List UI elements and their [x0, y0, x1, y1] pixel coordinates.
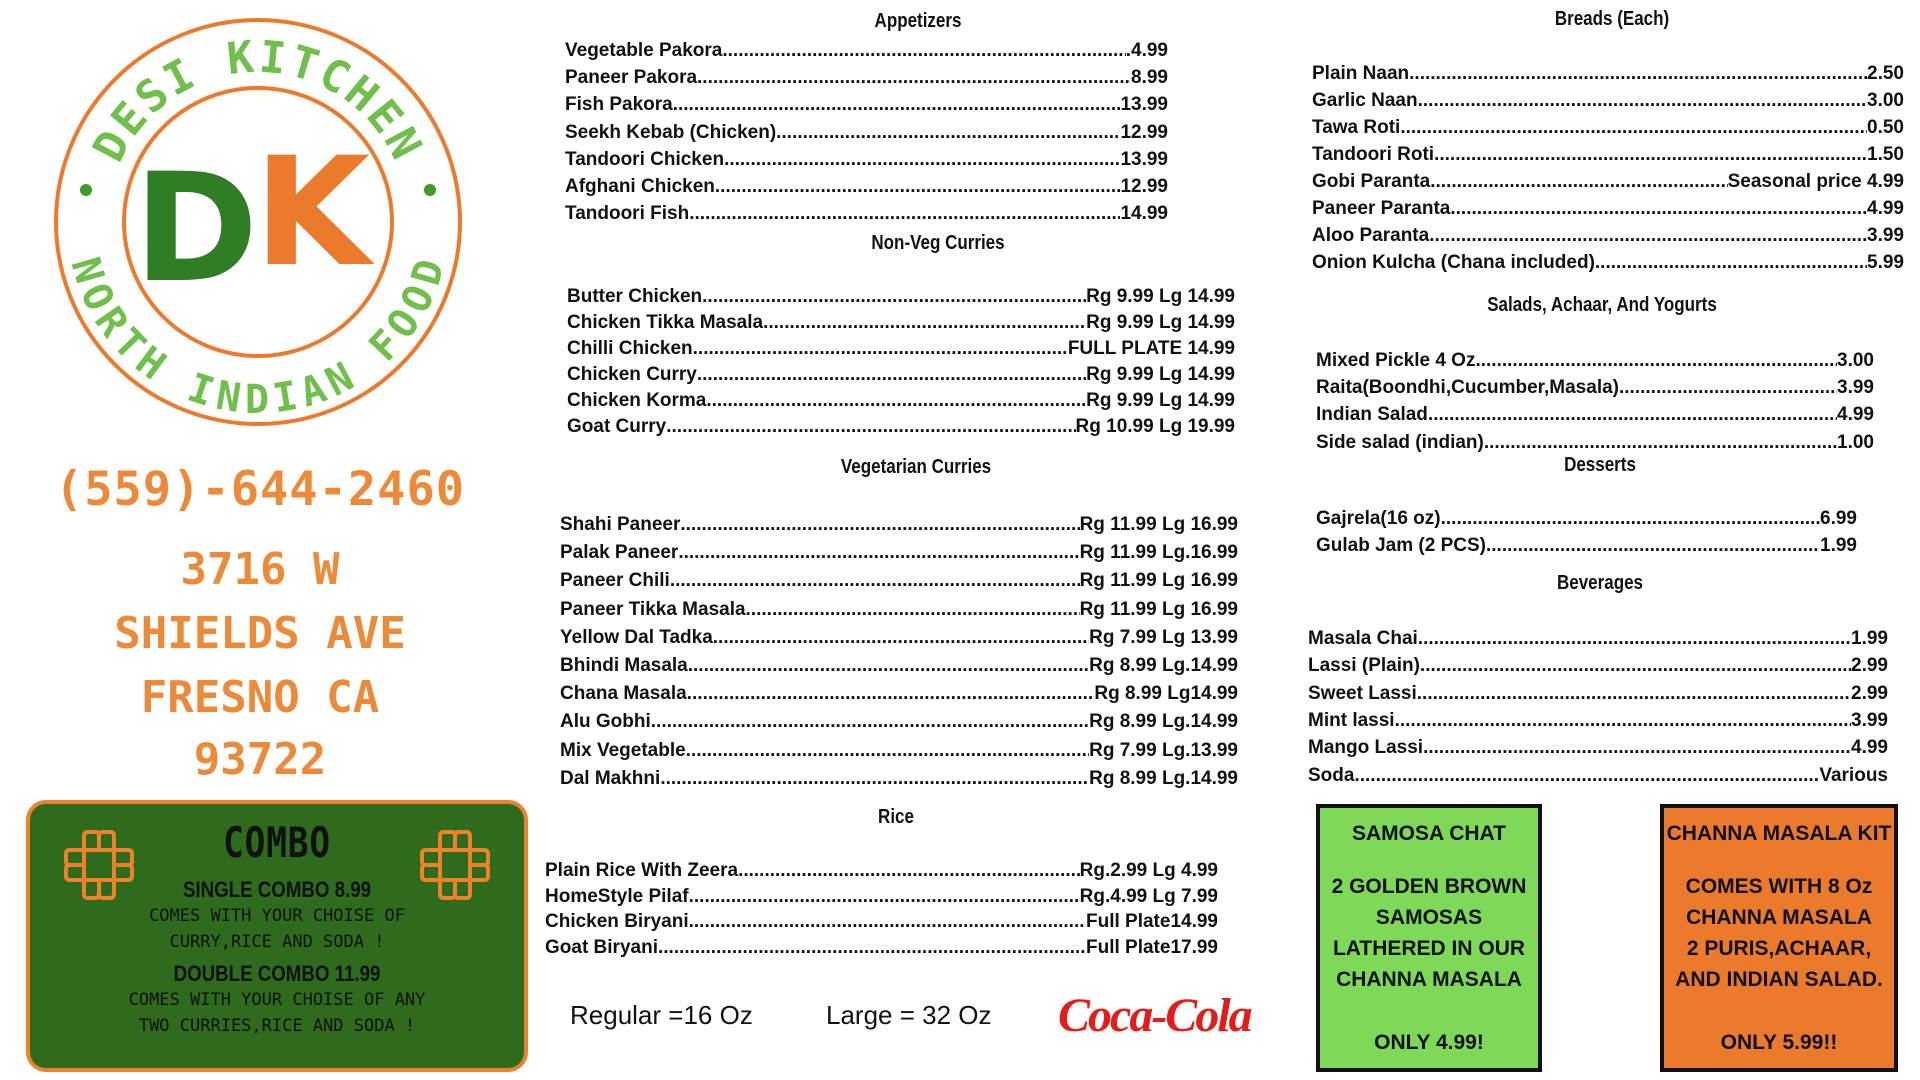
menu-item-price: 14.99 — [1120, 203, 1168, 225]
logo-graphic — [48, 12, 468, 432]
menu-item-price: Rg 10.99 Lg 19.99 — [1075, 416, 1235, 437]
dot-leader — [776, 122, 1120, 144]
menu-item-price: 4.99 — [1851, 737, 1888, 759]
menu-item-price: 3.99 — [1837, 377, 1874, 399]
section-title-breads: Breads (Each) — [1554, 8, 1670, 30]
menu-item-beverages — [1308, 710, 1888, 732]
menu-item-price: Rg.2.99 Lg 4.99 — [1079, 860, 1218, 881]
menu-item-price: 3.99 — [1851, 709, 1888, 731]
address-line-2: SHIELDS AVE — [114, 608, 406, 659]
section-title-beverages: Beverages — [1556, 572, 1644, 594]
double-combo-title: DOUBLE COMBO 11.99 — [173, 961, 381, 986]
address-line-1: 3716 W — [180, 544, 340, 595]
menu-item-desserts — [1316, 535, 1857, 557]
menu-item-appetizers — [565, 40, 1168, 62]
menu-item-price: FULL PLATE 14.99 — [1067, 338, 1235, 359]
menu-item-name: Vegetable Pakora — [565, 40, 723, 61]
phone-number: (559)-644-2460 — [54, 462, 466, 517]
single-combo-title: SINGLE COMBO 8.99 — [182, 877, 372, 902]
menu-item-price: Various — [1819, 764, 1888, 786]
menu-item-name: Tawa Roti — [1312, 117, 1401, 138]
menu-item-price: Rg 8.99 Lg.14.99 — [1089, 711, 1238, 733]
dot-leader — [670, 570, 1080, 592]
menu-item-name: Paneer Chili — [560, 570, 670, 592]
dot-leader — [1417, 683, 1851, 705]
menu-item-name: Alu Gobhi — [560, 711, 651, 733]
menu-item-name: Afghani Chicken — [565, 176, 715, 197]
menu-item-name: Paneer Tikka Masala — [560, 598, 746, 620]
dot-leader — [1420, 655, 1851, 677]
menu-item-price: Full Plate14.99 — [1085, 911, 1218, 933]
menu-item-name: Gulab Jam (2 PCS) — [1316, 535, 1486, 556]
menu-item-price: 13.99 — [1120, 94, 1168, 116]
dot-leader — [1400, 117, 1867, 139]
menu-item-breads — [1312, 171, 1904, 193]
menu-item-appetizers — [565, 149, 1168, 171]
dot-leader — [697, 364, 1086, 386]
menu-item-name: Mango Lassi — [1308, 737, 1424, 759]
menu-item-price: 1.99 — [1820, 535, 1857, 556]
menu-item-appetizers — [565, 176, 1168, 198]
double-combo-desc-1: COMES WITH YOUR CHOISE OF ANY — [128, 990, 426, 1010]
menu-item-name: Plain Naan — [1312, 63, 1410, 84]
menu-item-name: Mint lassi — [1308, 709, 1395, 731]
promo-kit-body: COMES WITH 8 Oz CHANNA MASALA 2 PURIS,ACHAAR, AND INDIAN SALAD. — [1675, 875, 1883, 991]
menu-item-name: Chicken Tikka Masala — [567, 312, 764, 333]
menu-item-veg — [560, 711, 1238, 733]
menu-item-name: Indian Salad — [1316, 404, 1428, 426]
menu-item-price: Rg 7.99 Lg 13.99 — [1089, 626, 1238, 648]
menu-item-name: Plain Rice With Zeera — [545, 860, 739, 881]
menu-item-appetizers — [565, 203, 1168, 225]
dot-leader — [666, 416, 1075, 438]
menu-item-rice — [545, 860, 1218, 882]
dot-leader — [738, 860, 1080, 882]
menu-item-nonveg — [567, 416, 1235, 438]
dot-leader — [1429, 225, 1867, 247]
menu-item-name: Raita(Boondhi,Cucumber,Masala) — [1316, 377, 1619, 399]
menu-item-price: 2.50 — [1867, 63, 1904, 84]
menu-item-name: Gajrela(16 oz) — [1316, 508, 1441, 529]
logo-top-text: DESI KITCHEN — [83, 31, 433, 170]
menu-item-name: Sweet Lassi — [1308, 682, 1417, 704]
address-line-3: FRESNO CA — [140, 672, 380, 723]
menu-item-salads — [1316, 404, 1874, 426]
menu-item-price: Rg 11.99 Lg 16.99 — [1079, 598, 1238, 620]
menu-item-price: 1.99 — [1851, 628, 1888, 649]
menu-item-veg — [560, 627, 1238, 649]
promo-samosa-chat — [1316, 804, 1542, 1072]
menu-item-name: Tandoori Roti — [1312, 144, 1435, 165]
dot-leader — [689, 911, 1086, 933]
promo-kit-price: ONLY 5.99!! — [1720, 1031, 1838, 1054]
dot-leader — [1486, 535, 1820, 557]
menu-item-price: Seasonal price 4.99 — [1727, 171, 1904, 192]
menu-item-veg — [560, 768, 1238, 790]
menu-item-price: .4.99 — [1125, 40, 1168, 61]
menu-item-price: 12.99 — [1120, 176, 1168, 197]
dot-leader — [702, 286, 1086, 308]
menu-item-price: Rg 9.99 Lg 14.99 — [1086, 390, 1235, 411]
logo-dot-right — [424, 184, 436, 196]
menu-item-name: Mixed Pickle 4 Oz — [1316, 350, 1476, 371]
menu-item-name: Yellow Dal Tadka — [560, 626, 713, 648]
menu-item-price: 8.99 — [1131, 67, 1168, 89]
menu-item-beverages — [1308, 765, 1888, 787]
menu-item-name: Dal Makhni — [560, 767, 661, 789]
dot-leader — [680, 514, 1079, 536]
dot-leader — [678, 542, 1079, 564]
menu-item-price: Rg 11.99 Lg 16.99 — [1079, 570, 1238, 592]
menu-item-nonveg — [567, 286, 1235, 308]
menu-item-name: Chicken Biryani — [545, 911, 689, 933]
menu-item-price: 3.00 — [1867, 90, 1904, 111]
dot-leader — [715, 176, 1121, 198]
menu-item-name: Shahi Paneer — [560, 514, 681, 535]
menu-item-breads — [1312, 144, 1904, 166]
dot-leader — [713, 627, 1089, 649]
menu-item-name: Paneer Pakora — [565, 67, 698, 89]
menu-item-price: 6.99 — [1820, 508, 1857, 529]
menu-item-rice — [545, 911, 1218, 933]
dot-leader — [1395, 710, 1851, 732]
dot-leader — [689, 886, 1080, 908]
combo-box — [26, 800, 528, 1072]
dot-leader — [1354, 765, 1819, 787]
menu-item-salads — [1316, 377, 1874, 399]
dot-leader — [673, 94, 1121, 116]
menu-item-appetizers — [565, 67, 1168, 89]
menu-item-name: Side salad (indian) — [1316, 431, 1484, 453]
menu-item-beverages — [1308, 655, 1888, 677]
menu-item-name: Chilli Chicken — [567, 338, 693, 359]
menu-item-name: Lassi (Plain) — [1308, 655, 1420, 677]
menu-item-price: 2.99 — [1851, 682, 1888, 704]
dot-leader — [1418, 628, 1851, 650]
menu-item-price: 3.99 — [1867, 225, 1904, 246]
menu-item-name: HomeStyle Pilaf — [545, 885, 689, 907]
menu-item-name: Tandoori Chicken — [565, 148, 725, 170]
section-title-salads: Salads, Achaar, And Yogurts — [1487, 294, 1717, 316]
double-combo-desc-2: TWO CURRIES,RICE AND SODA ! — [138, 1016, 416, 1036]
menu-item-appetizers — [565, 94, 1168, 116]
menu-item-price: Rg 11.99 Lg.16.99 — [1079, 542, 1238, 564]
menu-item-price: Rg 8.99 Lg14.99 — [1094, 683, 1238, 705]
menu-item-name: Goat Biryani — [545, 936, 658, 958]
menu-item-breads — [1312, 63, 1904, 85]
menu-item-nonveg — [567, 312, 1235, 334]
dot-leader — [1619, 377, 1837, 399]
single-combo-desc-1: COMES WITH YOUR CHOISE OF — [149, 906, 405, 926]
menu-item-veg — [560, 599, 1238, 621]
dot-leader — [1475, 350, 1837, 372]
dot-leader — [686, 740, 1089, 762]
dot-leader — [660, 768, 1089, 790]
logo-bottom-text: NORTH INDIAN FOOD — [61, 252, 455, 423]
menu-item-breads — [1312, 252, 1904, 274]
menu-item-name: Soda — [1308, 764, 1355, 786]
menu-item-name: Chicken Curry — [567, 364, 697, 385]
menu-item-name: Chana Masala — [560, 683, 687, 705]
menu-item-veg — [560, 683, 1238, 705]
menu-item-price: Full Plate17.99 — [1085, 936, 1218, 958]
dot-leader — [724, 149, 1120, 171]
address-line-4: 93722 — [193, 734, 327, 785]
dot-leader — [1423, 737, 1851, 759]
dot-leader — [722, 40, 1125, 62]
menu-item-price: Rg 9.99 Lg 14.99 — [1086, 312, 1235, 333]
menu-item-price: Rg 9.99 Lg 14.99 — [1086, 364, 1235, 385]
menu-item-salads — [1316, 432, 1874, 454]
dot-leader — [658, 937, 1086, 959]
dot-leader — [746, 599, 1080, 621]
menu-item-price: Rg 7.99 Lg.13.99 — [1089, 739, 1238, 761]
menu-item-price: Rg 9.99 Lg 14.99 — [1086, 286, 1235, 307]
menu-item-breads — [1312, 90, 1904, 112]
menu-item-name: Chicken Korma — [567, 390, 707, 411]
menu-item-name: Paneer Paranta — [1312, 198, 1451, 219]
dot-leader — [1484, 432, 1837, 454]
section-title-nonveg: Non-Veg Curries — [871, 232, 1005, 254]
size-note-regular: Regular =16 Oz — [570, 1000, 753, 1030]
section-title-desserts: Desserts — [1564, 454, 1636, 476]
dot-leader — [1595, 252, 1867, 274]
menu-item-name: Onion Kulcha (Chana included) — [1312, 252, 1595, 273]
menu-item-price: Rg 8.99 Lg.14.99 — [1089, 767, 1238, 789]
menu-item-salads — [1316, 350, 1874, 372]
menu-item-veg — [560, 570, 1238, 592]
dot-leader — [693, 338, 1068, 360]
dot-leader — [697, 67, 1131, 89]
menu-item-price: 0.50 — [1867, 117, 1904, 138]
menu-item-breads — [1312, 225, 1904, 247]
menu-item-price: Rg.4.99 Lg 7.99 — [1079, 885, 1218, 907]
coca-cola-logo: Coca-Cola — [1058, 989, 1251, 1042]
dot-leader — [687, 683, 1095, 705]
section-title-veg: Vegetarian Curries — [840, 456, 992, 478]
dot-leader — [688, 655, 1089, 677]
menu-item-beverages — [1308, 628, 1888, 650]
logo-monogram-d: D — [133, 142, 259, 316]
dot-leader — [706, 390, 1086, 412]
dot-leader — [1434, 144, 1867, 166]
menu-item-name: Goat Curry — [567, 416, 667, 437]
menu-item-price: Rg 11.99 Lg 16.99 — [1079, 514, 1238, 535]
dot-leader — [1430, 171, 1727, 193]
menu-item-name: Gobi Paranta — [1312, 171, 1431, 192]
menu-item-rice — [545, 886, 1218, 908]
menu-item-nonveg — [567, 338, 1235, 360]
promo-samosa-title: SAMOSA CHAT — [1352, 822, 1506, 845]
single-combo-desc-2: CURRY,RICE AND SODA ! — [169, 932, 385, 952]
promo-kit-title: CHANNA MASALA KIT — [1666, 822, 1892, 845]
logo-monogram-k: K — [253, 126, 371, 300]
promo-channa-kit — [1660, 804, 1898, 1072]
menu-item-nonveg — [567, 390, 1235, 412]
menu-item-name: Tandoori Fish — [565, 203, 690, 225]
menu-item-name: Seekh Kebab (Chicken) — [565, 121, 777, 143]
dot-leader — [1428, 404, 1837, 426]
menu-item-name: Masala Chai — [1308, 628, 1418, 649]
menu-item-nonveg — [567, 364, 1235, 386]
menu-item-price: 4.99 — [1837, 404, 1874, 426]
menu-item-price: 12.99 — [1120, 121, 1168, 143]
dot-leader — [689, 203, 1120, 225]
menu-item-price: 3.00 — [1837, 350, 1874, 371]
dot-leader — [651, 711, 1089, 733]
menu-item-price: 1.50 — [1867, 144, 1904, 165]
menu-item-veg — [560, 740, 1238, 762]
section-title-rice: Rice — [878, 806, 914, 828]
menu-item-veg — [560, 655, 1238, 677]
dot-leader — [1441, 508, 1820, 530]
menu-item-rice — [545, 937, 1218, 959]
restaurant-logo — [48, 12, 468, 432]
menu-item-beverages — [1308, 683, 1888, 705]
menu-item-name: Garlic Naan — [1312, 90, 1418, 111]
menu-item-price: 13.99 — [1120, 148, 1168, 170]
menu-item-veg — [560, 514, 1238, 536]
menu-item-breads — [1312, 198, 1904, 220]
dot-leader — [1450, 198, 1867, 220]
menu-item-name: Palak Paneer — [560, 542, 679, 564]
section-title-appetizers: Appetizers — [874, 10, 962, 32]
menu-item-price: 4.99 — [1867, 198, 1904, 219]
menu-item-name: Butter Chicken — [567, 286, 703, 307]
menu-item-desserts — [1316, 508, 1857, 530]
promo-samosa-price: ONLY 4.99! — [1374, 1031, 1484, 1054]
menu-item-name: Mix Vegetable — [560, 739, 686, 761]
dot-leader — [1409, 63, 1867, 85]
size-note-large: Large = 32 Oz — [826, 1000, 992, 1030]
menu-item-name: Bhindi Masala — [560, 655, 688, 676]
menu-item-name: Fish Pakora — [565, 94, 673, 116]
combo-title: COMBO — [223, 818, 331, 867]
menu-item-appetizers — [565, 122, 1168, 144]
menu-item-price: Rg 8.99 Lg.14.99 — [1089, 655, 1238, 676]
logo-dot-left — [80, 184, 92, 196]
menu-item-price: 1.00 — [1837, 431, 1874, 453]
dot-leader — [763, 312, 1086, 334]
menu-item-price: 2.99 — [1851, 655, 1888, 677]
menu-item-name: Aloo Paranta — [1312, 225, 1430, 246]
promo-samosa-body: 2 GOLDEN BROWN SAMOSAS LATHERED IN OUR CHANNA MASALA — [1331, 875, 1527, 991]
menu-item-breads — [1312, 117, 1904, 139]
menu-item-beverages — [1308, 737, 1888, 759]
dot-leader — [1418, 90, 1867, 112]
menu-item-price: 5.99 — [1867, 252, 1904, 273]
menu-item-veg — [560, 542, 1238, 564]
